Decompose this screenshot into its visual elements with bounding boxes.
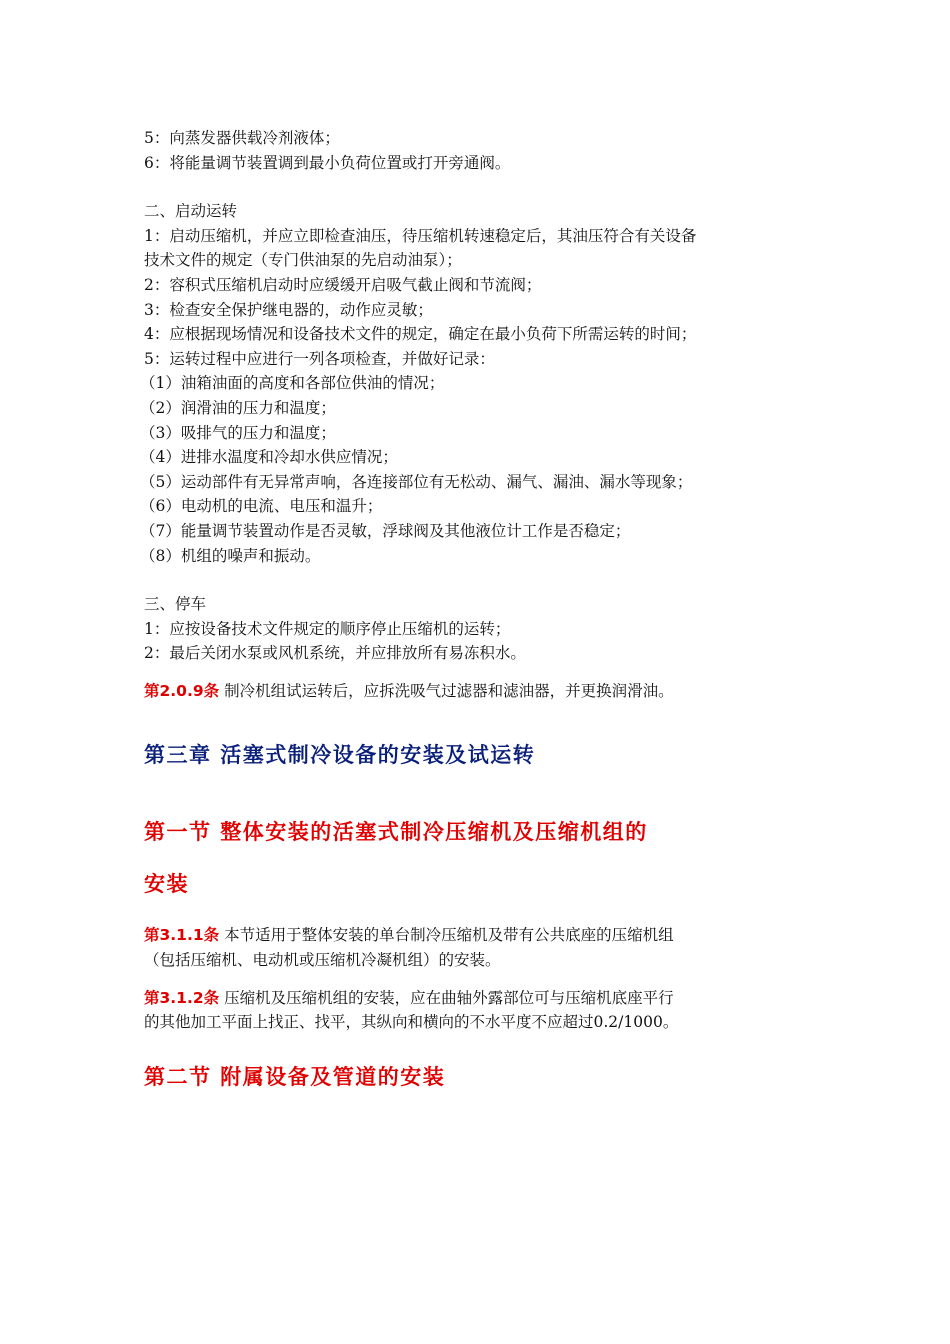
article-3-1-2 <box>144 986 824 1011</box>
check-item: （3）吸排气的压力和温度； <box>140 423 336 442</box>
section-title-line-2: 安装 <box>144 872 189 897</box>
check-item: （2）润滑油的压力和温度； <box>140 398 336 417</box>
article-text: 制冷机组试运转后，应拆洗吸气过滤器和滤油器，并更换润滑油。 <box>224 681 674 700</box>
section-2-title: 第二节 附属设备及管道的安装 <box>144 1064 446 1089</box>
prep-item-6: 6：将能量调节装置调到最小负荷位置或打开旁通阀。 <box>144 153 511 172</box>
prep-item-5: 5：向蒸发器供载冷剂液体； <box>144 129 340 147</box>
check-item: （7）能量调节装置动作是否灵敏，浮球阀及其他液位计工作是否稳定； <box>140 521 631 540</box>
article-label: 第3.1.1条 <box>144 926 220 945</box>
run-item-1-line-1: 1：启动压缩机，并应立即检查油压，待压缩机转速稳定后，其油压符合有关设备 <box>144 226 697 245</box>
check-item: （5）运动部件有无异常声响，各连接部位有无松动、漏气、漏油、漏水等现象； <box>140 472 693 491</box>
check-item: （1）油箱油面的高度和各部位供油的情况； <box>140 374 445 393</box>
startup-run-heading: 二、启动运转 <box>144 202 238 221</box>
article-label: 第3.1.2条 <box>144 988 220 1007</box>
run-item-2: 2：容积式压缩机启动时应缓缓开启吸气截止阀和节流阀； <box>144 275 542 294</box>
section-title-line-1: 第一节 整体安装的活塞式制冷压缩机及压缩机组的 <box>144 820 648 845</box>
article-text: 压缩机及压缩机组的安装，应在曲轴外露部位可与压缩机底座平行 <box>224 988 674 1007</box>
article-text-continued: （包括压缩机、电动机或压缩机冷凝机组）的安装。 <box>144 951 501 970</box>
run-item-5: 5：运转过程中应进行一列各项检查，并做好记录： <box>144 349 495 368</box>
stop-item-1: 1：应按设备技术文件规定的顺序停止压缩机的运转； <box>144 619 511 638</box>
stop-heading: 三、停车 <box>144 595 207 614</box>
stop-item-2: 2：最后关闭水泵或风机系统，并应排放所有易冻积水。 <box>144 644 526 663</box>
article-label: 第2.0.9条 <box>144 681 220 700</box>
chapter-title: 第三章 活塞式制冷设备的安装及试运转 <box>144 743 536 768</box>
document-page <box>140 126 824 1103</box>
check-item: （8）机组的噪声和振动。 <box>140 546 321 565</box>
article-text: 本节适用于整体安装的单台制冷压缩机及带有公共底座的压缩机组 <box>224 926 674 945</box>
run-item-1-line-2: 技术文件的规定（专门供油泵的先启动油泵）； <box>144 251 462 270</box>
check-item: （6）电动机的电流、电压和温升； <box>140 497 383 516</box>
article-text-continued: 的其他加工平面上找正、找平，其纵向和横向的不水平度不应超过0.2/1000。 <box>144 1013 679 1032</box>
run-item-3: 3：检查安全保护继电器的，动作应灵敏； <box>144 300 433 319</box>
check-item: （4）进排水温度和冷却水供应情况； <box>140 448 398 467</box>
run-item-4: 4：应根据现场情况和设备技术文件的规定，确定在最小负荷下所需运转的时间； <box>144 325 697 344</box>
article-2-0-9 <box>144 679 824 704</box>
article-3-1-1 <box>144 923 824 948</box>
